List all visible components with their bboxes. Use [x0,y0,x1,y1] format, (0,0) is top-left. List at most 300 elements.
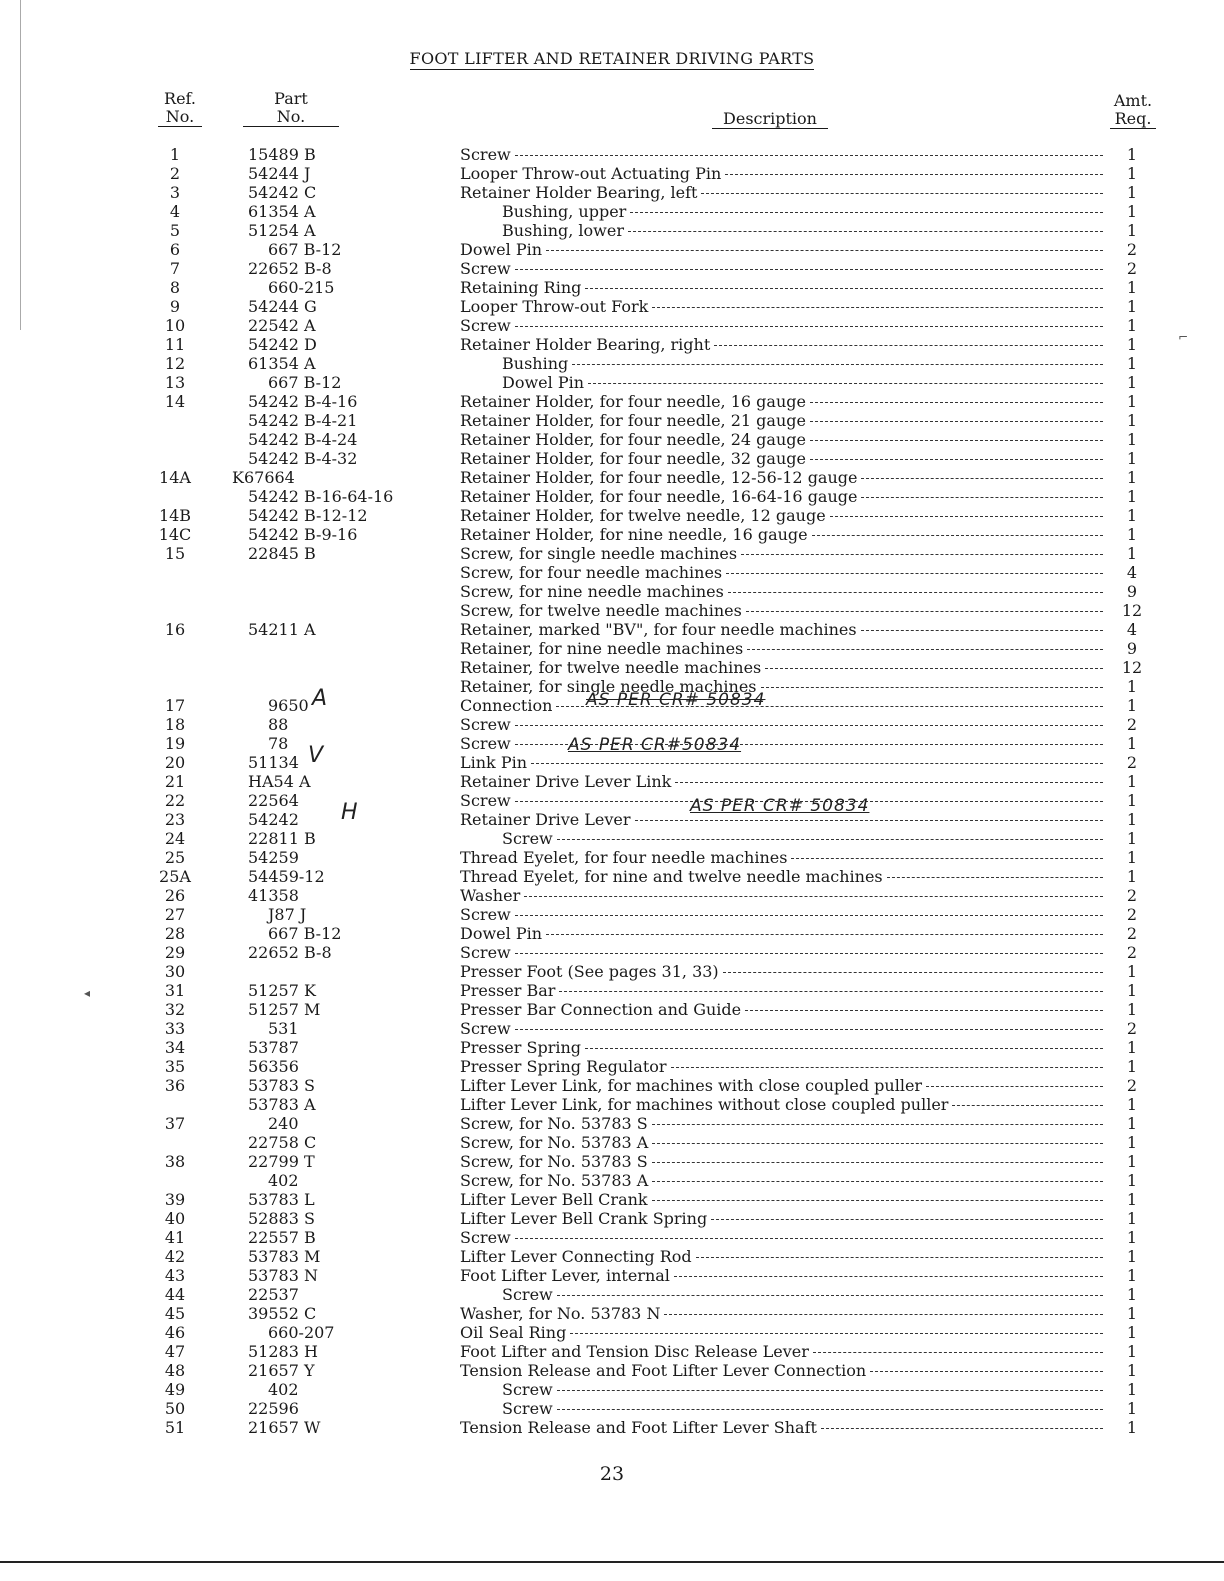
part-number: 22537 [248,1285,299,1304]
description-cell [460,962,1105,981]
dot-leader [810,449,1103,460]
description-text: Retainer Holder, for four needle, 16 gauge [460,392,806,411]
description-cell [460,544,1105,563]
part-number: 240 [268,1114,299,1133]
part-number: 53783 L [248,1190,315,1209]
ref-number: 9 [169,297,181,316]
description-text: Retainer Holder, for four needle, 24 gauge [460,430,806,449]
description-cell [460,164,1105,183]
description-text: Washer [460,886,521,905]
ref-number: 27 [164,905,186,924]
part-number: 51257 M [248,1000,321,1019]
ref-number: 22 [164,791,186,810]
margin-mark: ⌐ [1178,330,1189,344]
dot-leader [926,1076,1103,1087]
part-number: 53787 [248,1038,299,1057]
description-cell [460,411,1105,430]
table-row [0,924,1224,943]
description-cell [460,924,1105,943]
part-number: 54211 A [248,620,316,639]
amount-required: 2 [1126,259,1138,278]
description-cell [460,1247,1105,1266]
ref-number: 15 [164,544,186,563]
amount-required: 1 [1126,525,1138,544]
amount-required: 1 [1126,791,1138,810]
amount-required: 1 [1126,1209,1138,1228]
table-row [0,1209,1224,1228]
ref-number: 4 [169,202,181,221]
description-text: Looper Throw-out Actuating Pin [460,164,722,183]
table-row [0,715,1224,734]
description-cell [460,639,1105,658]
dot-leader [515,316,1103,327]
dot-leader [515,145,1103,156]
ref-number: 6 [169,240,181,259]
description-cell [460,658,1105,677]
part-number: 54259 [248,848,299,867]
description-text: Screw, for twelve needle machines [460,601,742,620]
amount-required: 2 [1126,715,1138,734]
dot-leader [652,1190,1103,1201]
description-text: Retaining Ring [460,278,582,297]
amount-required: 2 [1126,886,1138,905]
dot-leader [746,601,1103,612]
table-row [0,411,1224,430]
amount-required: 1 [1126,772,1138,791]
description-text: Retainer Holder Bearing, right [460,335,711,354]
dot-leader [652,297,1103,308]
part-number: 51283 H [248,1342,318,1361]
ref-number: 33 [164,1019,186,1038]
part-number: 53783 A [248,1095,316,1114]
description-text: Thread Eyelet, for four needle machines [460,848,788,867]
part-number: 54459-12 [248,867,325,886]
description-cell [460,354,1105,373]
description-cell [460,582,1105,601]
ref-number: 49 [164,1380,186,1399]
dot-leader [830,506,1103,517]
description-cell [460,1342,1105,1361]
description-cell [460,1019,1105,1038]
table-row [0,810,1224,829]
description-text: Bushing, upper [502,202,627,221]
description-text: Screw [460,715,511,734]
description-cell [460,373,1105,392]
description-text: Screw [460,145,511,164]
table-row [0,1133,1224,1152]
dot-leader [652,1133,1103,1144]
dot-leader [861,487,1103,498]
ref-number: 5 [169,221,181,240]
description-text: Retainer Drive Lever Link [460,772,672,791]
description-text: Retainer, marked "BV", for four needle machines [460,620,857,639]
ref-number: 23 [164,810,186,829]
amount-required: 2 [1126,240,1138,259]
description-cell [460,297,1105,316]
ref-number: 14 [164,392,186,411]
ref-number: 21 [164,772,186,791]
amount-required: 1 [1126,1114,1138,1133]
description-cell [460,867,1105,886]
dot-leader [741,544,1103,555]
amount-required: 1 [1126,1228,1138,1247]
part-number: 15489 B [248,145,316,164]
part-number: 51134 [248,753,299,772]
dot-leader [765,658,1103,669]
amount-required: 1 [1126,1133,1138,1152]
dot-leader [652,1114,1103,1125]
table-row [0,164,1224,183]
description-cell [460,981,1105,1000]
part-number: 54242 B-9-16 [248,525,358,544]
table-row [0,1418,1224,1437]
amount-required: 2 [1126,753,1138,772]
part-number: 51254 A [248,221,316,240]
dot-leader [671,1057,1103,1068]
dot-leader [791,848,1103,859]
amount-required: 2 [1126,905,1138,924]
description-cell [460,525,1105,544]
table-row [0,335,1224,354]
ref-number: 17 [164,696,186,715]
part-number: 53783 N [248,1266,318,1285]
ref-number: 30 [164,962,186,981]
amount-required: 1 [1126,411,1138,430]
part-number: 402 [268,1380,299,1399]
description-text: Presser Bar Connection and Guide [460,1000,742,1019]
description-text: Screw, for nine needle machines [460,582,724,601]
ref-number: 46 [164,1323,186,1342]
description-text: Screw, for No. 53783 S [460,1152,648,1171]
table-row [0,601,1224,620]
description-cell [460,1304,1105,1323]
table-row [0,221,1224,240]
dot-leader [588,373,1103,384]
table-row [0,772,1224,791]
description-text: Foot Lifter and Tension Disc Release Lever [460,1342,809,1361]
description-cell [460,905,1105,924]
part-number: HA54 A [248,772,311,791]
margin-mark: ◂ [84,986,91,1000]
table-row [0,658,1224,677]
amount-required: 1 [1126,1038,1138,1057]
table-row [0,240,1224,259]
amount-required: 1 [1126,829,1138,848]
description-cell [460,734,1105,753]
table-row [0,1114,1224,1133]
amount-required: 1 [1126,962,1138,981]
part-number: 21657 Y [248,1361,315,1380]
amount-required: 1 [1126,278,1138,297]
dot-leader [725,164,1103,175]
table-row [0,354,1224,373]
description-text: Presser Foot (See pages 31, 33) [460,962,719,981]
description-cell [460,1361,1105,1380]
ref-number: 42 [164,1247,186,1266]
dot-leader [585,1038,1103,1049]
ref-number: 14C [158,525,192,544]
part-number: 54242 B-16-64-16 [248,487,394,506]
description-text: Lifter Lever Link, for machines with close coupled puller [460,1076,923,1095]
amount-required: 4 [1126,563,1138,582]
table-row [0,468,1224,487]
part-number: 22799 T [248,1152,315,1171]
part-number: K67664 [232,468,295,487]
dot-leader [515,943,1103,954]
dot-leader [515,905,1103,916]
dot-leader [745,1000,1103,1011]
part-number: 54242 C [248,183,317,202]
amount-required: 1 [1126,373,1138,392]
table-row [0,373,1224,392]
table-row [0,1019,1224,1038]
dot-leader [714,335,1103,346]
table-row [0,1247,1224,1266]
description-text: Dowel Pin [460,924,543,943]
part-number: 22542 A [248,316,316,335]
description-cell [460,259,1105,278]
ref-number: 25 [164,848,186,867]
dot-leader [630,202,1103,213]
description-cell [460,1133,1105,1152]
description-cell [460,335,1105,354]
amount-required: 1 [1126,1418,1138,1437]
description-cell [460,677,1105,696]
dot-leader [810,411,1103,422]
handwritten-note-17: AS PER CR# 50834 [586,690,766,710]
description-cell [460,1323,1105,1342]
description-text: Screw [460,1019,511,1038]
table-row [0,848,1224,867]
part-number: 22845 B [248,544,316,563]
amount-required: 1 [1126,1057,1138,1076]
ref-number: 2 [169,164,181,183]
description-text: Screw [460,791,511,810]
description-text: Screw, for No. 53783 A [460,1133,649,1152]
description-cell [460,1418,1105,1437]
table-row [0,962,1224,981]
dot-leader [559,981,1103,992]
description-cell [460,392,1105,411]
table-row [0,202,1224,221]
description-text: Retainer, for twelve needle machines [460,658,762,677]
table-row [0,582,1224,601]
amount-required: 1 [1126,1361,1138,1380]
description-text: Link Pin [460,753,528,772]
part-number: 54244 J [248,164,311,183]
part-number: J87 J [268,905,307,924]
description-text: Retainer Holder Bearing, left [460,183,698,202]
amount-required: 1 [1126,1190,1138,1209]
description-cell [460,1000,1105,1019]
table-row [0,943,1224,962]
ref-number: 43 [164,1266,186,1285]
amount-required: 1 [1126,487,1138,506]
dot-leader [723,962,1103,973]
description-text: Retainer Holder, for four needle, 32 gauge [460,449,806,468]
description-text: Presser Bar [460,981,556,1000]
description-cell [460,753,1105,772]
description-cell [460,145,1105,164]
amount-required: 1 [1126,335,1138,354]
ref-no-header: Ref. No. [150,90,210,127]
description-text: Connection [460,696,553,715]
amount-required: 1 [1126,449,1138,468]
description-text: Foot Lifter Lever, internal [460,1266,670,1285]
table-row [0,1095,1224,1114]
description-cell [460,1285,1105,1304]
dot-leader [515,1228,1103,1239]
description-text: Lifter Lever Bell Crank [460,1190,648,1209]
dot-leader [810,392,1103,403]
ref-number: 39 [164,1190,186,1209]
dot-leader [747,639,1103,650]
part-number: 21657 W [248,1418,321,1437]
description-cell [460,601,1105,620]
amount-required: 1 [1126,316,1138,335]
part-number: 54242 B-4-32 [248,449,358,468]
table-row [0,1057,1224,1076]
dot-leader [515,715,1103,726]
description-text: Lifter Lever Link, for machines without close coupled puller [460,1095,949,1114]
description-text: Screw [460,734,511,753]
part-number: 660-207 [268,1323,335,1342]
dot-leader [546,240,1103,251]
description-cell [460,1380,1105,1399]
dot-leader [761,677,1103,688]
table-row [0,449,1224,468]
amount-required: 1 [1126,1285,1138,1304]
description-text: Oil Seal Ring [460,1323,567,1342]
description-text: Bushing [502,354,569,373]
part-number: 54242 B-4-16 [248,392,358,411]
description-text: Screw [502,1399,553,1418]
part-number: 22811 B [248,829,316,848]
handwritten-suffix-17: A [312,686,329,711]
description-text: Presser Spring Regulator [460,1057,667,1076]
part-number: 54242 B-4-21 [248,411,358,430]
table-row [0,1038,1224,1057]
description-text: Bushing, lower [502,221,624,240]
description-cell [460,1266,1105,1285]
description-text: Screw [502,1285,553,1304]
dot-leader [821,1418,1103,1429]
description-text: Retainer Holder, for twelve needle, 12 gauge [460,506,826,525]
dot-leader [515,259,1103,270]
description-text: Thread Eyelet, for nine and twelve needle machines [460,867,883,886]
amount-required: 2 [1126,1076,1138,1095]
amount-required: 1 [1126,696,1138,715]
ref-number: 32 [164,1000,186,1019]
dot-leader [887,867,1103,878]
part-number: 78 [268,734,289,753]
table-row [0,487,1224,506]
amount-required: 1 [1126,145,1138,164]
description-cell [460,1114,1105,1133]
part-number: 54242 B-12-12 [248,506,368,525]
part-number: 88 [268,715,289,734]
dot-leader [557,1380,1103,1391]
ref-number: 29 [164,943,186,962]
table-row [0,278,1224,297]
dot-leader [952,1095,1103,1106]
table-row [0,316,1224,335]
table-row [0,1152,1224,1171]
dot-leader [570,1323,1103,1334]
table-row [0,639,1224,658]
dot-leader [701,183,1103,194]
amount-required: 1 [1126,392,1138,411]
amount-required: 12 [1121,601,1143,620]
table-row [0,259,1224,278]
description-text: Screw, for single needle machines [460,544,738,563]
ref-number: 11 [164,335,186,354]
description-cell [460,487,1105,506]
table-row [0,506,1224,525]
part-number: 61354 A [248,202,316,221]
part-number: 402 [268,1171,299,1190]
description-text: Retainer Holder, for four needle, 16-64-16 gauge [460,487,858,506]
amount-required: 1 [1126,1095,1138,1114]
description-cell [460,1171,1105,1190]
ref-number: 26 [164,886,186,905]
description-text: Screw [460,316,511,335]
description-text: Retainer Holder, for four needle, 12-56-12 gauge [460,468,858,487]
description-text: Retainer, for single needle machines [460,677,757,696]
table-row [0,297,1224,316]
amount-required: 1 [1126,1152,1138,1171]
description-header: Description [690,110,850,129]
part-no-header: Part No. [243,90,339,127]
description-text: Dowel Pin [460,240,543,259]
table-row [0,392,1224,411]
amount-required: 1 [1126,867,1138,886]
handwritten-note-22: AS PER CR# 50834 [690,796,870,816]
dot-leader [664,1304,1103,1315]
description-cell [460,1152,1105,1171]
description-cell [460,715,1105,734]
description-cell [460,886,1105,905]
description-text: Screw [460,943,511,962]
amount-required: 1 [1126,430,1138,449]
dot-leader [810,430,1103,441]
amount-required: 1 [1126,468,1138,487]
ref-number: 10 [164,316,186,335]
part-number: 667 B-12 [268,240,342,259]
dot-leader [557,829,1103,840]
dot-leader [515,1019,1103,1030]
description-cell [460,1399,1105,1418]
description-cell [460,1038,1105,1057]
ref-number: 13 [164,373,186,392]
description-cell [460,620,1105,639]
description-cell [460,1057,1105,1076]
ref-number: 51 [164,1418,186,1437]
dot-leader [812,525,1103,536]
dot-leader [546,924,1103,935]
dot-leader [652,1171,1103,1182]
description-cell [460,468,1105,487]
dot-leader [711,1209,1103,1220]
description-text: Presser Spring [460,1038,582,1057]
amount-required: 1 [1126,202,1138,221]
ref-number: 1 [169,145,181,164]
amount-required: 1 [1126,677,1138,696]
amount-required: 9 [1126,639,1138,658]
description-text: Screw [502,829,553,848]
amount-required: 12 [1121,658,1143,677]
part-number: 22758 C [248,1133,317,1152]
